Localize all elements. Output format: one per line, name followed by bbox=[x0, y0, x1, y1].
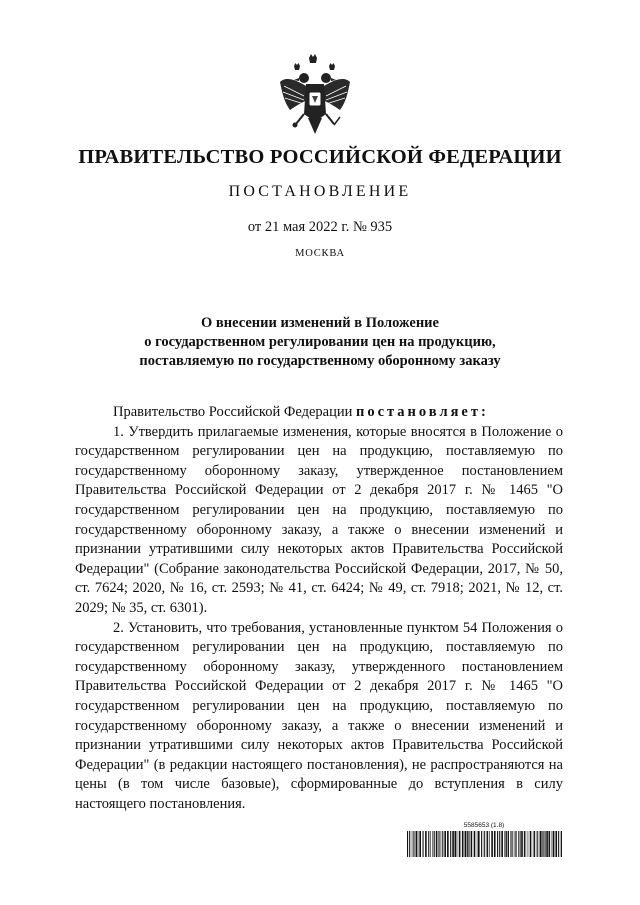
document-subject bbox=[80, 314, 560, 371]
barcode-number: 5585653 (1.8) bbox=[463, 822, 505, 829]
intro-text: Правительство Российской Федерации bbox=[113, 404, 356, 420]
barcode-icon bbox=[406, 831, 562, 857]
coat-of-arms-icon bbox=[276, 52, 354, 144]
document-type: ПОСТАНОВЛЕНИЕ bbox=[228, 183, 412, 200]
document-barcode bbox=[406, 822, 562, 858]
subject-line: о государственном регулировании цен на продукцию, bbox=[144, 334, 496, 350]
document-date-number: от 21 мая 2022 г. № 935 bbox=[247, 219, 393, 235]
government-title: ПРАВИТЕЛЬСТВО РОССИЙСКОЙ ФЕДЕРАЦИИ bbox=[78, 146, 562, 168]
resolves-word: постановляет: bbox=[355, 404, 489, 420]
document-city: МОСКВА bbox=[295, 248, 345, 259]
item-2-paragraph: 2. Установить, что требования, установленные пунктом 54 Положения о государственном регулировании цен на продукцию, поставляемую по государственному оборонному заказу, утвержденного постановлением Правительства Российской Федерации от 2 декабря 2017 г. № 1465 "О государственном регулировании цен на продукцию, поставляемую по государственному оборонному заказу, а также о внесении изменений и признании утратившими силу некоторых актов Правительства Российской Федерации" (в редакции настоящего постановления), не распространяются на цены (в том числе базовые), сформированные до вступления в силу настоящего постановления. bbox=[75, 619, 563, 812]
intro-paragraph bbox=[75, 403, 563, 423]
subject-line: О внесении изменений в Положение bbox=[201, 315, 439, 331]
subject-line: поставляемую по государственному оборонному заказу bbox=[139, 353, 501, 369]
item-1-paragraph: 1. Утвердить прилагаемые изменения, которые вносятся в Положение о государственном регулировании цен на продукцию, поставляемую по государственному оборонному заказу, утвержденное постановлением Правительства Российской Федерации от 2 декабря 2017 г. № 1465 "О государственном регулировании цен на продукцию, поставляемую по государственному оборонному заказу, а также о внесении изменений и признании утратившими силу некоторых актов Правительства Российской Федерации" (Собрание законодательства Российской Федерации, 2017, № 50, ст. 7624; 2020, № 16, ст. 2593; № 41, ст. 6424; № 49, ст. 7918; 2021, № 12, ст. 2029; № 35, ст. 6301). bbox=[75, 423, 563, 616]
document-body bbox=[75, 403, 563, 814]
